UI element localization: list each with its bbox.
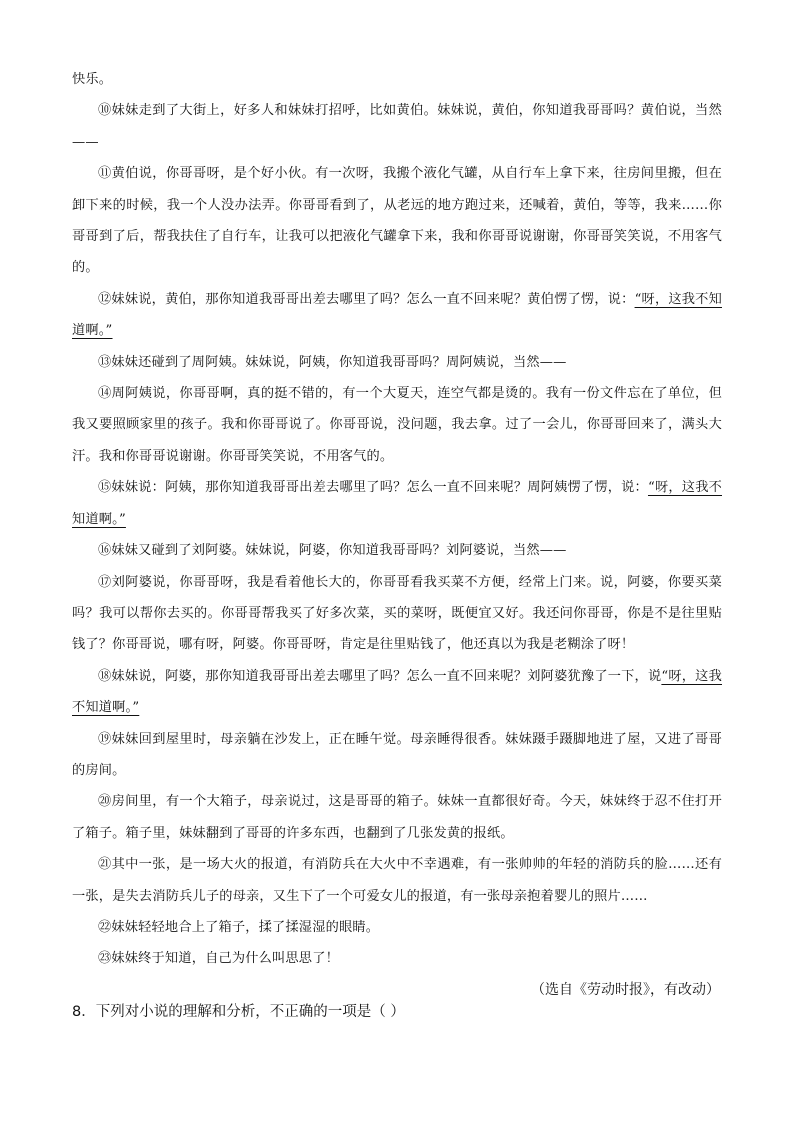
paragraph-14: ⑭周阿姨说，你哥哥啊，真的挺不错的，有一个大夏天，连空气都是烫的。我有一份文件忘在了单位，但我又要照顾家里的孩子。我和你哥哥说了。你哥哥说，没问题，我去拿。过了一会儿，你哥哥回来了，满头大汗。我和你哥哥说谢谢。你哥哥笑笑说，不用客气的。 <box>72 386 722 464</box>
paragraph-22: ㉒妹妹轻轻地合上了箱子，揉了揉湿湿的眼睛。 <box>98 919 380 935</box>
paragraph-12 <box>72 284 722 347</box>
paragraph-11: ⑪黄伯说，你哥哥呀，是个好小伙。有一次呀，我搬个液化气罐，从自行车上拿下来，往房间里搬，但在卸下来的时候，我一个人没办法弄。你哥哥看到了，从老远的地方跑过来，还喊着，黄伯，等等，我来……你哥哥到了后，帮我扶住了自行车，让我可以把液化气罐拿下来，我和你哥哥说谢谢，你哥哥笑笑说，不用客气的。 <box>72 166 722 276</box>
paragraph-12-underlined-quote: “呀，这我不知道啊。” <box>72 291 722 339</box>
question-8: 8．下列对小说的理解和分析，不正确的一项是（ ） <box>72 1004 405 1020</box>
paragraph-21: ㉑其中一张，是一场大火的报道，有消防兵在大火中不幸遇难，有一张帅帅的年轻的消防兵的脸……还有一张，是失去消防兵儿子的母亲，又生下了一个可爱女儿的报道，有一张母亲抱着婴儿的照片…… <box>72 857 722 904</box>
paragraph-19: ⑲妹妹回到屋里时，母亲躺在沙发上，正在睡午觉。母亲睡得很香。妹妹蹑手蹑脚地进了屋，又进了哥哥的房间。 <box>72 731 722 778</box>
paragraph-23: ㉓妹妹终于知道，自己为什么叫思思了！ <box>98 951 339 967</box>
paragraph-16: ⑯妹妹又碰到了刘阿婆。妹妹说，阿婆，你知道我哥哥吗？刘阿婆说，当然—— <box>98 543 567 559</box>
paragraph-12-text: ⑫妹妹说，黄伯，那你知道我哥哥出差去哪里了吗？怎么一直不回来呢？黄伯愣了愣，说： <box>98 291 635 307</box>
source-citation: （选自《劳动时报》，有改动） <box>531 981 720 998</box>
paragraph-intro: 快乐。 <box>72 72 113 87</box>
paragraph-10: ⑩妹妹走到了大街上，好多人和妹妹打招呼，比如黄伯。妹妹说，黄伯，你知道我哥哥吗？黄伯说，当然—— <box>72 103 722 150</box>
paragraph-18-text: ⑱妹妹说，阿婆，那你知道我哥哥出差去哪里了吗？怎么一直不回来呢？刘阿婆犹豫了一下，说 <box>98 668 662 684</box>
paragraph-18 <box>72 661 722 724</box>
paragraph-17: ⑰刘阿婆说，你哥哥呀，我是看着他长大的，你哥哥看我买菜不方便，经常上门来。说，阿婆，你要买菜吗？我可以帮你去买的。你哥哥帮我买了好多次菜，买的菜呀，既便宜又好。我还问你哥哥，你是不是往里贴钱了？你哥哥说，哪有呀，阿婆。你哥哥呀，肯定是往里贴钱了，他还真以为我是老糊涂了呀！ <box>72 574 722 653</box>
paragraph-15 <box>72 472 722 535</box>
paragraph-13: ⑬妹妹还碰到了周阿姨。妹妹说，阿姨，你知道我哥哥吗？周阿姨说，当然—— <box>98 354 567 370</box>
paragraph-20: ⑳房间里，有一个大箱子，母亲说过，这是哥哥的箱子。妹妹一直都很好奇。今天，妹妹终于忍不住打开了箱子。箱子里，妹妹翻到了哥哥的许多东西，也翻到了几张发黄的报纸。 <box>72 794 722 841</box>
paragraph-15-text: ⑮妹妹说：阿姨，那你知道我哥哥出差去哪里了吗？怎么一直不回来呢？周阿姨愣了愣，说： <box>98 480 648 496</box>
paragraph-15-underlined-quote: “呀，这我不知道啊。” <box>72 480 722 527</box>
passage-body <box>72 64 722 1005</box>
paragraph-18-underlined-quote: “呀，这我不知道啊。” <box>72 668 722 716</box>
